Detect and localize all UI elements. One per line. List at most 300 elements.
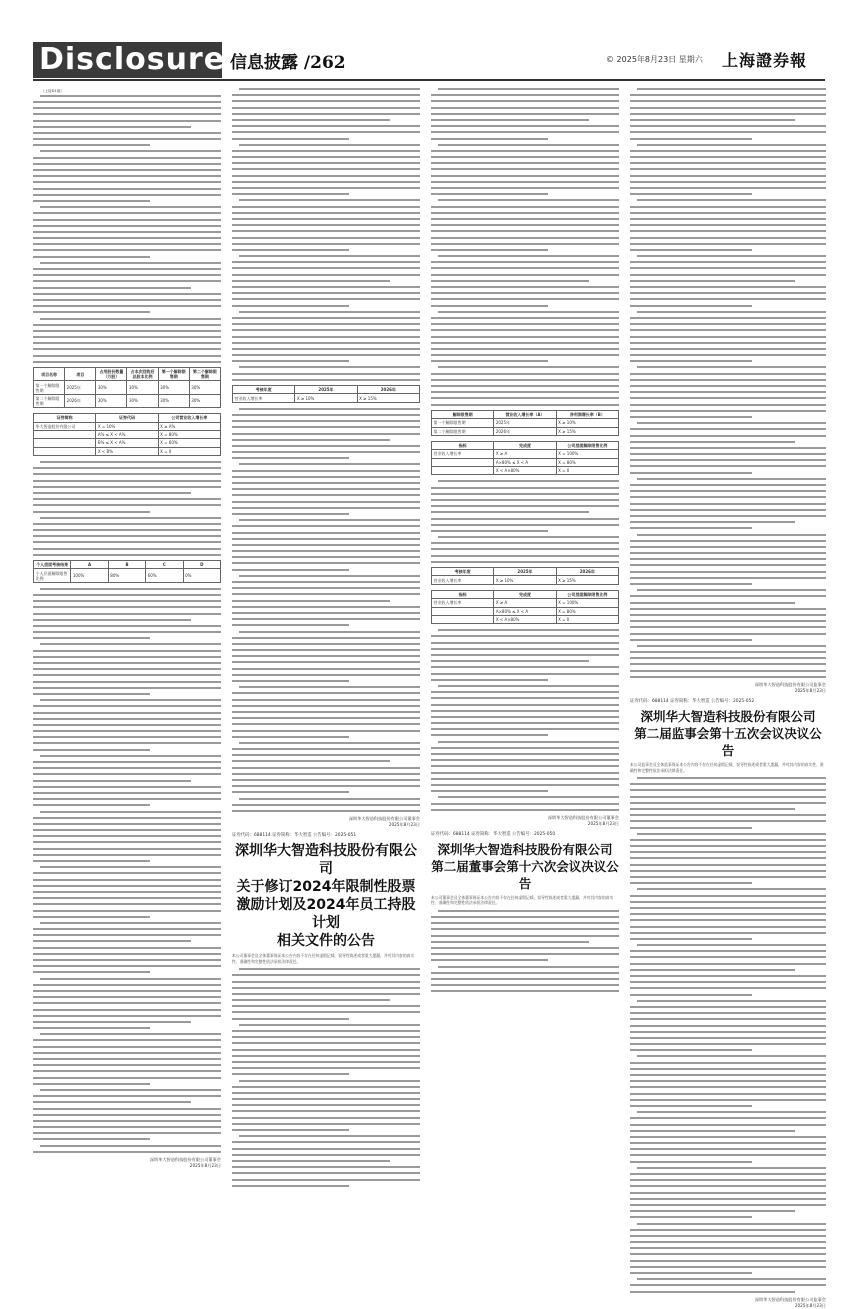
- table-cell: 第一个解除限售期: [34, 381, 65, 394]
- text-line: [630, 608, 826, 610]
- text-line: [40, 461, 221, 463]
- text-line: [431, 679, 548, 681]
- table-header-cell: 证券简称: [34, 414, 96, 422]
- text-line: [232, 581, 420, 583]
- text-line: [438, 311, 619, 313]
- text-line: [33, 631, 221, 633]
- col3-sign-date: 2025年8月23日: [587, 820, 619, 826]
- text-line: [232, 1092, 420, 1094]
- text-line: [239, 463, 420, 465]
- text-line: [637, 199, 826, 201]
- text-line: [630, 280, 795, 282]
- text-line: [232, 267, 420, 269]
- text-line: [630, 187, 826, 189]
- text-line: [630, 820, 826, 822]
- col2-text-b: [232, 408, 420, 812]
- text-line: [232, 426, 420, 428]
- text-line: [33, 541, 221, 543]
- text-line: [431, 342, 619, 344]
- text-line: [232, 305, 349, 307]
- text-line: [33, 885, 221, 887]
- text-line: [232, 224, 420, 226]
- table-cell: X < B%: [96, 447, 158, 455]
- text-line: [40, 95, 221, 97]
- text-line: [630, 206, 826, 208]
- text-line: [232, 1148, 420, 1150]
- text-line: [33, 693, 150, 695]
- text-line: [431, 212, 619, 214]
- text-line: [431, 790, 548, 792]
- text-line: [33, 835, 221, 837]
- text-line: [232, 1172, 420, 1174]
- text-line: [33, 361, 221, 363]
- text-line: [232, 323, 420, 325]
- table-cell: X ≥ 10%: [494, 576, 556, 584]
- text-line: [630, 527, 752, 529]
- text-line: [33, 662, 221, 664]
- text-line: [637, 311, 826, 313]
- text-line: [33, 786, 221, 788]
- text-line: [232, 420, 420, 422]
- text-line: [232, 754, 420, 756]
- text-line: [630, 1037, 826, 1039]
- text-line: [33, 848, 221, 850]
- col1-sign-company: 深圳华大智造科技股份有限公司董事会: [149, 1157, 221, 1163]
- text-line: [431, 206, 619, 208]
- table-row: [432, 450, 619, 458]
- text-line: [630, 441, 795, 443]
- text-line: [630, 808, 795, 810]
- text-line: [431, 100, 619, 102]
- table-header-row: [34, 561, 221, 569]
- text-line: [33, 934, 221, 936]
- text-line: [637, 645, 826, 647]
- text-line: [630, 212, 826, 214]
- text-line: [630, 1179, 826, 1181]
- table-header-row: [34, 414, 221, 422]
- announcement-meta: 证券代码：688114 证券简称：华大智造 公告编号：2025-050: [431, 831, 556, 837]
- announcement-disclaimer: 本公司监事会及全体监事保证本公告内容不存在任何虚假记载、误导性陈述或者重大遗漏，并对其内容的真实性、准确性和完整性依法承担法律责任。: [630, 762, 824, 773]
- text-line: [33, 293, 221, 295]
- text-line: [232, 292, 420, 294]
- text-line: [438, 144, 619, 146]
- text-line: [431, 654, 619, 656]
- text-line: [232, 237, 420, 239]
- text-line: [630, 428, 826, 430]
- text-line: [630, 1210, 795, 1212]
- text-line: [33, 268, 221, 270]
- col2-table-1: [232, 385, 420, 403]
- text-line: [33, 480, 221, 482]
- col1-table-1: [33, 367, 221, 408]
- text-line: [33, 606, 221, 608]
- text-line: [232, 230, 420, 232]
- text-line: [232, 94, 420, 96]
- table-header-cell: 2026年: [357, 386, 419, 394]
- text-line: [232, 569, 349, 571]
- text-line: [239, 1080, 420, 1082]
- text-line: [630, 571, 826, 573]
- text-line: [438, 685, 619, 687]
- table-row: [34, 422, 221, 430]
- col2-signature: [232, 816, 420, 828]
- text-line: [33, 175, 221, 177]
- text-line: [33, 511, 150, 513]
- text-line: [239, 519, 420, 521]
- table-header-cell: 项目名称: [34, 368, 65, 381]
- table-cell: 第二个解除限售期: [34, 394, 65, 407]
- masthead: [0, 0, 857, 76]
- text-line: [431, 360, 548, 362]
- text-line: [40, 978, 221, 980]
- text-line: [33, 101, 221, 103]
- text-line: [630, 1049, 752, 1051]
- text-line: [630, 901, 826, 903]
- text-line: [630, 882, 752, 884]
- announcement-meta: 证券代码：688114 证券简称：华大智造 公告编号：2025-051: [232, 833, 357, 839]
- text-line: [630, 125, 826, 127]
- text-line: [630, 138, 752, 140]
- text-line: [431, 984, 619, 986]
- text-line: [232, 286, 420, 288]
- text-line: [630, 1093, 826, 1095]
- table-header-cell: 占用股份数量（万股）: [96, 368, 127, 381]
- text-line: [431, 947, 619, 949]
- text-line: [630, 583, 752, 585]
- table-cell: 30%: [158, 394, 189, 407]
- text-line: [630, 391, 826, 393]
- text-line: [239, 366, 420, 368]
- announcement-title: [232, 842, 420, 950]
- text-line: [630, 298, 826, 300]
- text-line: [431, 666, 619, 668]
- table-cell: 2026年: [494, 427, 556, 435]
- col4-sign2-company: 深圳华大智造科技股份有限公司监事会: [754, 1296, 826, 1302]
- table-cell: [34, 447, 96, 455]
- text-line: [630, 465, 826, 467]
- text-line: [232, 119, 390, 121]
- text-line: [33, 736, 221, 738]
- text-line: [431, 635, 619, 637]
- table-cell: [432, 615, 494, 623]
- col4-signature-2: [630, 1297, 826, 1309]
- text-line: [630, 305, 752, 307]
- title-line: 关于修订2024年限制性股票: [236, 879, 416, 896]
- text-line: [630, 397, 826, 399]
- text-line: [630, 119, 795, 121]
- text-line: [33, 144, 150, 146]
- text-line: [630, 802, 826, 804]
- text-line: [33, 804, 150, 806]
- table-header-cell: D: [183, 561, 220, 569]
- table-cell: 30%: [189, 381, 220, 394]
- text-line: [637, 1223, 826, 1225]
- col1-sign-date: 2025年8月23日: [189, 1163, 221, 1169]
- text-line: [630, 876, 826, 878]
- text-line: [33, 299, 221, 301]
- text-line: [232, 717, 420, 719]
- text-line: [33, 163, 221, 165]
- col4-text-a: [630, 88, 826, 678]
- col3-table-3: [431, 567, 619, 585]
- table-header-cell: 考核年度: [233, 386, 295, 394]
- text-line: [630, 602, 795, 604]
- text-line: [630, 1148, 826, 1150]
- text-line: [232, 1185, 349, 1187]
- text-line: [630, 932, 826, 934]
- announcement-disclaimer: 本公司董事会及全体董事保证本公告内容不存在任何虚假记载、误导性陈述或者重大遗漏，并对其内容的真实性、准确性和完整性依法承担法律责任。: [431, 894, 614, 906]
- text-line: [630, 1124, 826, 1126]
- text-line: [232, 1123, 420, 1125]
- text-line: [232, 414, 420, 416]
- table-row: [34, 439, 221, 447]
- table-row: [34, 447, 221, 455]
- text-line: [630, 663, 826, 665]
- text-line: [637, 1055, 826, 1057]
- text-line: [239, 88, 420, 90]
- text-line: [431, 131, 619, 133]
- text-line: [630, 670, 826, 672]
- text-line: [232, 206, 420, 208]
- text-line: [232, 317, 420, 319]
- table-row: [432, 615, 619, 623]
- text-line: [630, 552, 826, 554]
- table-row: [432, 419, 619, 427]
- table-header-row: [233, 386, 420, 394]
- text-line: [232, 131, 420, 133]
- text-line: [33, 705, 221, 707]
- text-line: [637, 1167, 826, 1169]
- text-line: [637, 833, 826, 835]
- text-line: [630, 987, 826, 989]
- text-line: [239, 631, 420, 633]
- text-line: [232, 525, 420, 527]
- text-line: [630, 913, 826, 915]
- text-line: [232, 1018, 349, 1020]
- text-line: [232, 1110, 420, 1112]
- text-line: [630, 1161, 752, 1163]
- text-line: [232, 249, 349, 251]
- text-line: [40, 699, 221, 701]
- text-line: [33, 650, 221, 652]
- text-line: [431, 935, 619, 937]
- table-cell: A×80% ≤ X < A: [494, 458, 556, 466]
- text-line: [431, 753, 619, 755]
- text-line: [239, 144, 420, 146]
- text-line: [232, 674, 420, 676]
- text-line: [630, 1185, 826, 1187]
- text-line: [232, 150, 420, 152]
- text-line: [630, 181, 826, 183]
- table-cell: X ≥ 10%: [556, 419, 618, 427]
- col2-text-a: [232, 88, 420, 381]
- text-line: [232, 1011, 420, 1013]
- text-line: [33, 1101, 191, 1103]
- table-row: [34, 394, 221, 407]
- text-line: [33, 256, 150, 258]
- col1-signature: [33, 1157, 221, 1169]
- table-cell: X = 60%: [158, 439, 220, 447]
- text-line: [431, 187, 619, 189]
- text-line: [630, 1253, 826, 1255]
- text-line: [232, 451, 420, 453]
- text-line: [232, 439, 390, 441]
- text-line: [33, 687, 221, 689]
- text-line: [630, 360, 752, 362]
- text-line: [630, 435, 826, 437]
- text-line: [232, 138, 349, 140]
- text-line: [33, 903, 221, 905]
- text-line: [232, 705, 420, 707]
- text-line: [232, 212, 420, 214]
- text-line: [431, 317, 619, 319]
- text-line: [33, 492, 191, 494]
- text-line: [630, 789, 826, 791]
- text-line: [431, 107, 619, 109]
- text-line: [33, 355, 221, 357]
- announcement-board-resolution: [431, 831, 619, 906]
- text-line: [431, 916, 619, 918]
- text-line: [431, 778, 619, 780]
- text-line: [630, 1272, 752, 1274]
- col1-intro: [33, 88, 221, 94]
- text-line: [33, 953, 221, 955]
- text-line: [438, 366, 619, 368]
- text-line: [630, 317, 826, 319]
- text-line: [232, 606, 420, 608]
- table-row: [432, 458, 619, 466]
- text-line: [431, 261, 619, 263]
- text-line: [630, 1130, 795, 1132]
- text-line: [232, 175, 420, 177]
- text-line: [33, 619, 191, 621]
- text-line: [239, 575, 420, 577]
- text-line: [232, 612, 420, 614]
- text-line: [33, 280, 221, 282]
- col3-text-d: [431, 910, 619, 992]
- text-line: [630, 404, 826, 406]
- table-header-cell: 个人层面考核结果: [34, 561, 71, 569]
- text-line: [33, 928, 221, 930]
- text-line: [232, 181, 420, 183]
- text-line: [431, 499, 619, 501]
- text-line: [33, 910, 221, 912]
- text-line: [630, 459, 826, 461]
- text-line: [232, 501, 420, 503]
- text-line: [630, 614, 826, 616]
- text-line: [630, 546, 826, 548]
- text-line: [232, 767, 420, 769]
- text-line: [630, 175, 826, 177]
- text-line: [431, 642, 619, 644]
- table-header-cell: 指标: [432, 441, 494, 449]
- text-line: [431, 716, 619, 718]
- text-line: [232, 261, 420, 263]
- text-line: [630, 1173, 826, 1175]
- text-line: [232, 168, 420, 170]
- table-cell: 个人层面解除限售比例: [34, 569, 71, 582]
- table-cell: X ≥ A: [494, 450, 556, 458]
- table-cell: X < A×80%: [494, 467, 556, 475]
- col1-text-b: [33, 461, 221, 556]
- table-header-cell: 2025年: [494, 568, 556, 576]
- text-line: [630, 484, 826, 486]
- text-line: [431, 953, 619, 955]
- text-line: [232, 1030, 420, 1032]
- text-line: [630, 342, 826, 344]
- text-line: [630, 1043, 826, 1045]
- text-line: [33, 554, 221, 556]
- text-line: [33, 1138, 150, 1140]
- table-header-row: [34, 368, 221, 381]
- text-line: [630, 447, 826, 449]
- text-line: [637, 944, 826, 946]
- text-line: [630, 490, 826, 492]
- text-line: [33, 1108, 221, 1110]
- text-line: [431, 978, 619, 980]
- text-line: [630, 503, 826, 505]
- text-line: [431, 691, 619, 693]
- text-line: [630, 113, 826, 115]
- text-line: [33, 730, 221, 732]
- text-line: [33, 668, 221, 670]
- text-line: [630, 926, 826, 928]
- table-header-cell: 公司层面解除限售比例: [556, 590, 618, 598]
- text-line: [630, 1291, 795, 1293]
- table-cell: [432, 458, 494, 466]
- text-line: [630, 131, 826, 133]
- text-line: [431, 928, 619, 930]
- text-line: [431, 267, 619, 269]
- text-line: [630, 1198, 826, 1200]
- text-line: [33, 324, 221, 326]
- text-line: [232, 373, 420, 375]
- text-line: [438, 255, 619, 257]
- text-line: [232, 470, 420, 472]
- text-line: [33, 916, 150, 918]
- table-cell: 60%: [146, 569, 183, 582]
- text-line: [630, 261, 826, 263]
- text-line: [33, 1120, 221, 1122]
- table-cell: 30%: [96, 381, 127, 394]
- text-line: [637, 888, 826, 890]
- text-line: [40, 517, 221, 519]
- text-line: [431, 379, 619, 381]
- text-line: [33, 823, 221, 825]
- text-line: [33, 712, 221, 714]
- column-2: [232, 88, 420, 1248]
- text-line: [33, 749, 150, 751]
- text-line: [33, 817, 221, 819]
- text-line: [630, 410, 826, 412]
- text-line: [33, 1027, 150, 1029]
- text-line: [431, 385, 619, 387]
- text-line: [33, 891, 221, 893]
- text-line: [232, 804, 420, 806]
- table-header-cell: 占本次回购后总股本比例: [127, 368, 158, 381]
- text-line: [232, 100, 420, 102]
- text-line: [232, 643, 420, 645]
- text-line: [431, 990, 619, 992]
- text-line: [637, 422, 826, 424]
- table-cell: X ≥ 15%: [556, 576, 618, 584]
- text-line: [630, 651, 826, 653]
- text-line: [232, 649, 420, 651]
- text-line: [431, 162, 619, 164]
- text-line: [630, 515, 826, 517]
- text-line: [431, 511, 589, 513]
- table-row: [34, 381, 221, 394]
